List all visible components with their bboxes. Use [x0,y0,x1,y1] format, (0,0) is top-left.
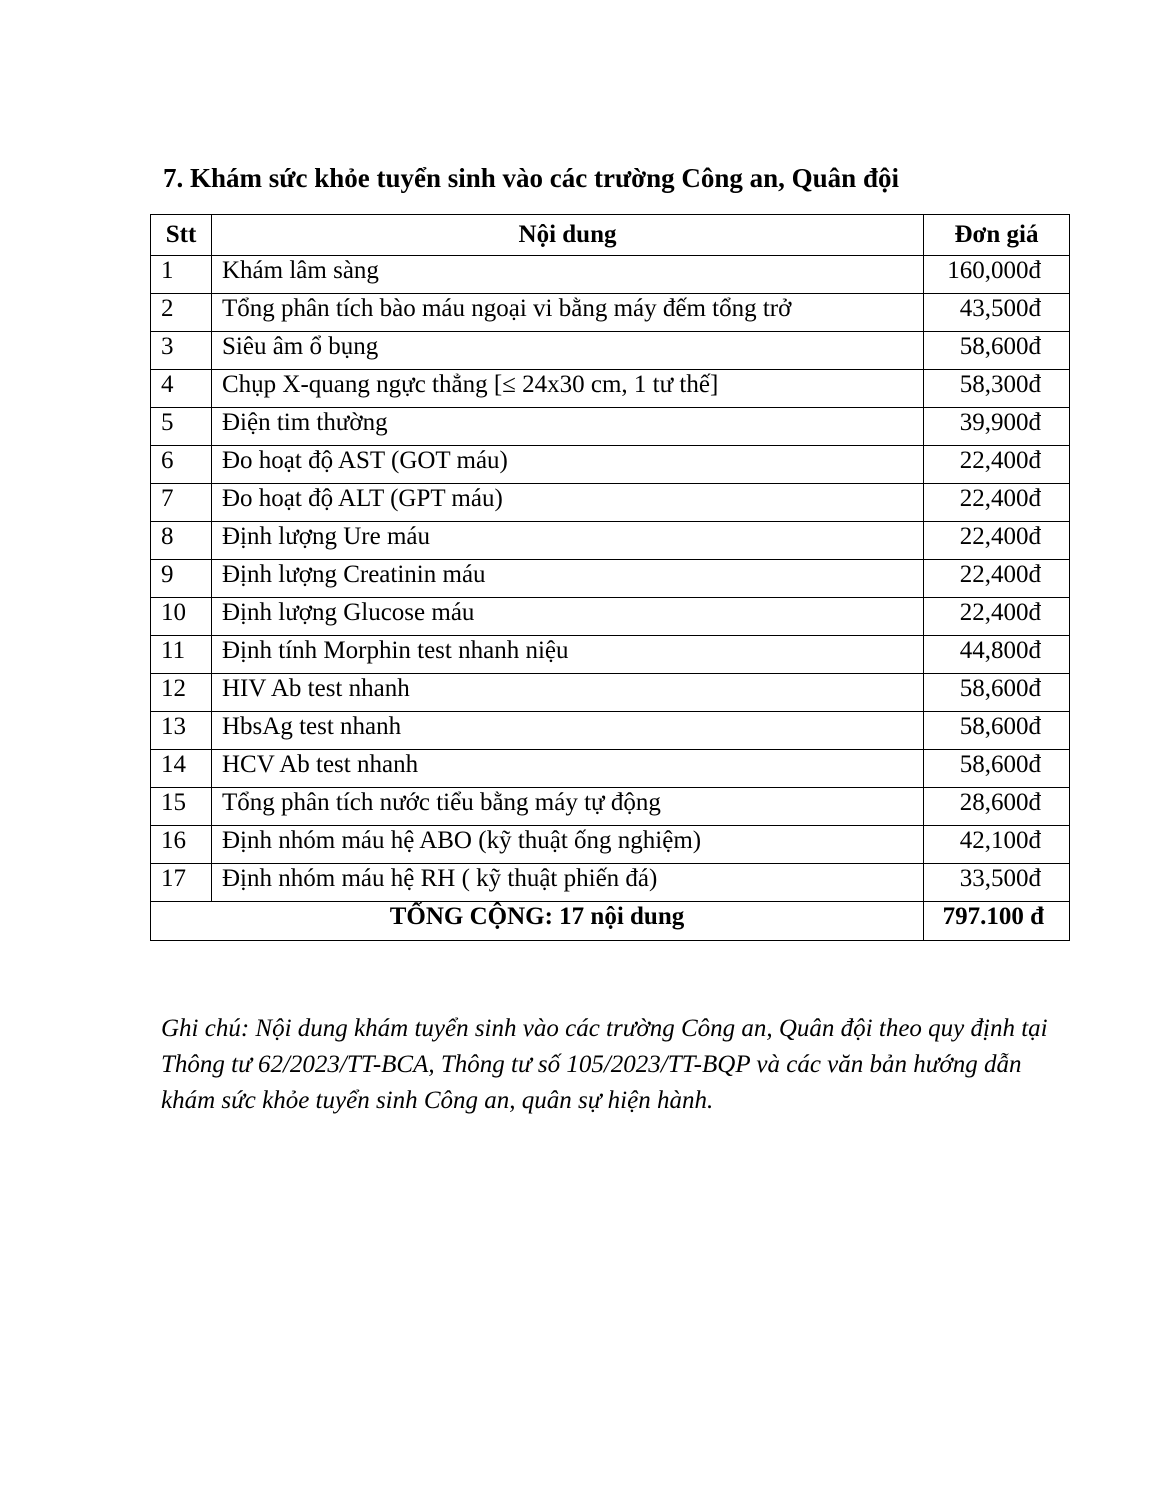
row-price: 58,600đ [924,750,1070,788]
row-stt: 11 [151,636,212,674]
row-content: HbsAg test nhanh [212,712,924,750]
row-price: 58,600đ [924,712,1070,750]
row-stt: 4 [151,370,212,408]
table-row [151,712,1070,750]
row-price: 42,100đ [924,826,1070,864]
row-stt: 13 [151,712,212,750]
row-content: HIV Ab test nhanh [212,674,924,712]
table-row [151,598,1070,636]
total-price: 797.100 đ [924,902,1070,941]
row-content: Định nhóm máu hệ ABO (kỹ thuật ống nghiệm) [212,826,924,864]
header-stt: Stt [151,215,212,256]
table-row [151,484,1070,522]
table-row [151,864,1070,902]
price-table [150,214,1070,941]
row-content: Tổng phân tích bào máu ngoại vi bằng máy đếm tổng trở [212,294,924,332]
row-price: 44,800đ [924,636,1070,674]
row-price: 22,400đ [924,446,1070,484]
table-row [151,788,1070,826]
row-content: Định tính Morphin test nhanh niệu [212,636,924,674]
row-content: Tổng phân tích nước tiểu bằng máy tự động [212,788,924,826]
total-label: TỔNG CỘNG: 17 nội dung [151,902,924,941]
row-stt: 10 [151,598,212,636]
row-content: Định nhóm máu hệ RH ( kỹ thuật phiến đá) [212,864,924,902]
row-stt: 16 [151,826,212,864]
row-price: 43,500đ [924,294,1070,332]
row-stt: 12 [151,674,212,712]
row-stt: 14 [151,750,212,788]
row-content: Chụp X-quang ngực thẳng [≤ 24x30 cm, 1 tư thế] [212,370,924,408]
row-content: Siêu âm ổ bụng [212,332,924,370]
header-price: Đơn giá [924,215,1070,256]
table-row [151,370,1070,408]
table-row [151,408,1070,446]
table-row [151,522,1070,560]
row-stt: 6 [151,446,212,484]
row-content: Định lượng Ure máu [212,522,924,560]
row-price: 39,900đ [924,408,1070,446]
row-stt: 7 [151,484,212,522]
row-price: 160,000đ [924,256,1070,294]
table-body [151,256,1070,941]
row-stt: 3 [151,332,212,370]
row-price: 58,600đ [924,332,1070,370]
row-stt: 5 [151,408,212,446]
table-row [151,750,1070,788]
row-stt: 17 [151,864,212,902]
row-stt: 2 [151,294,212,332]
row-content: Định lượng Creatinin máu [212,560,924,598]
row-stt: 8 [151,522,212,560]
table-row [151,256,1070,294]
footnote: Ghi chú: Nội dung khám tuyển sinh vào các trường Công an, Quân đội theo quy định tại Thông tư 62/2023/TT-BCA, Thông tư số 105/2023/TT-BQP và các văn bản hướng dẫn khám sức khỏe tuyển sinh Công an, quân sự hiện hành. [161,1015,1048,1114]
row-content: Đo hoạt độ ALT (GPT máu) [212,484,924,522]
row-price: 22,400đ [924,560,1070,598]
row-price: 22,400đ [924,598,1070,636]
header-content: Nội dung [212,215,924,256]
row-content: Định lượng Glucose máu [212,598,924,636]
row-price: 22,400đ [924,484,1070,522]
row-price: 33,500đ [924,864,1070,902]
row-content: Đo hoạt độ AST (GOT máu) [212,446,924,484]
row-content: Điện tim thường [212,408,924,446]
row-price: 58,600đ [924,674,1070,712]
total-row [151,902,1070,941]
table-row [151,332,1070,370]
row-content: HCV Ab test nhanh [212,750,924,788]
row-price: 28,600đ [924,788,1070,826]
table-row [151,294,1070,332]
row-price: 58,300đ [924,370,1070,408]
row-stt: 1 [151,256,212,294]
row-content: Khám lâm sàng [212,256,924,294]
table-row [151,446,1070,484]
table-row [151,826,1070,864]
table-header-row [151,215,1070,256]
row-price: 22,400đ [924,522,1070,560]
section-heading: 7. Khám sức khỏe tuyển sinh vào các trường Công an, Quân đội [163,163,899,193]
table-row [151,560,1070,598]
row-stt: 9 [151,560,212,598]
table-row [151,636,1070,674]
row-stt: 15 [151,788,212,826]
table-row [151,674,1070,712]
